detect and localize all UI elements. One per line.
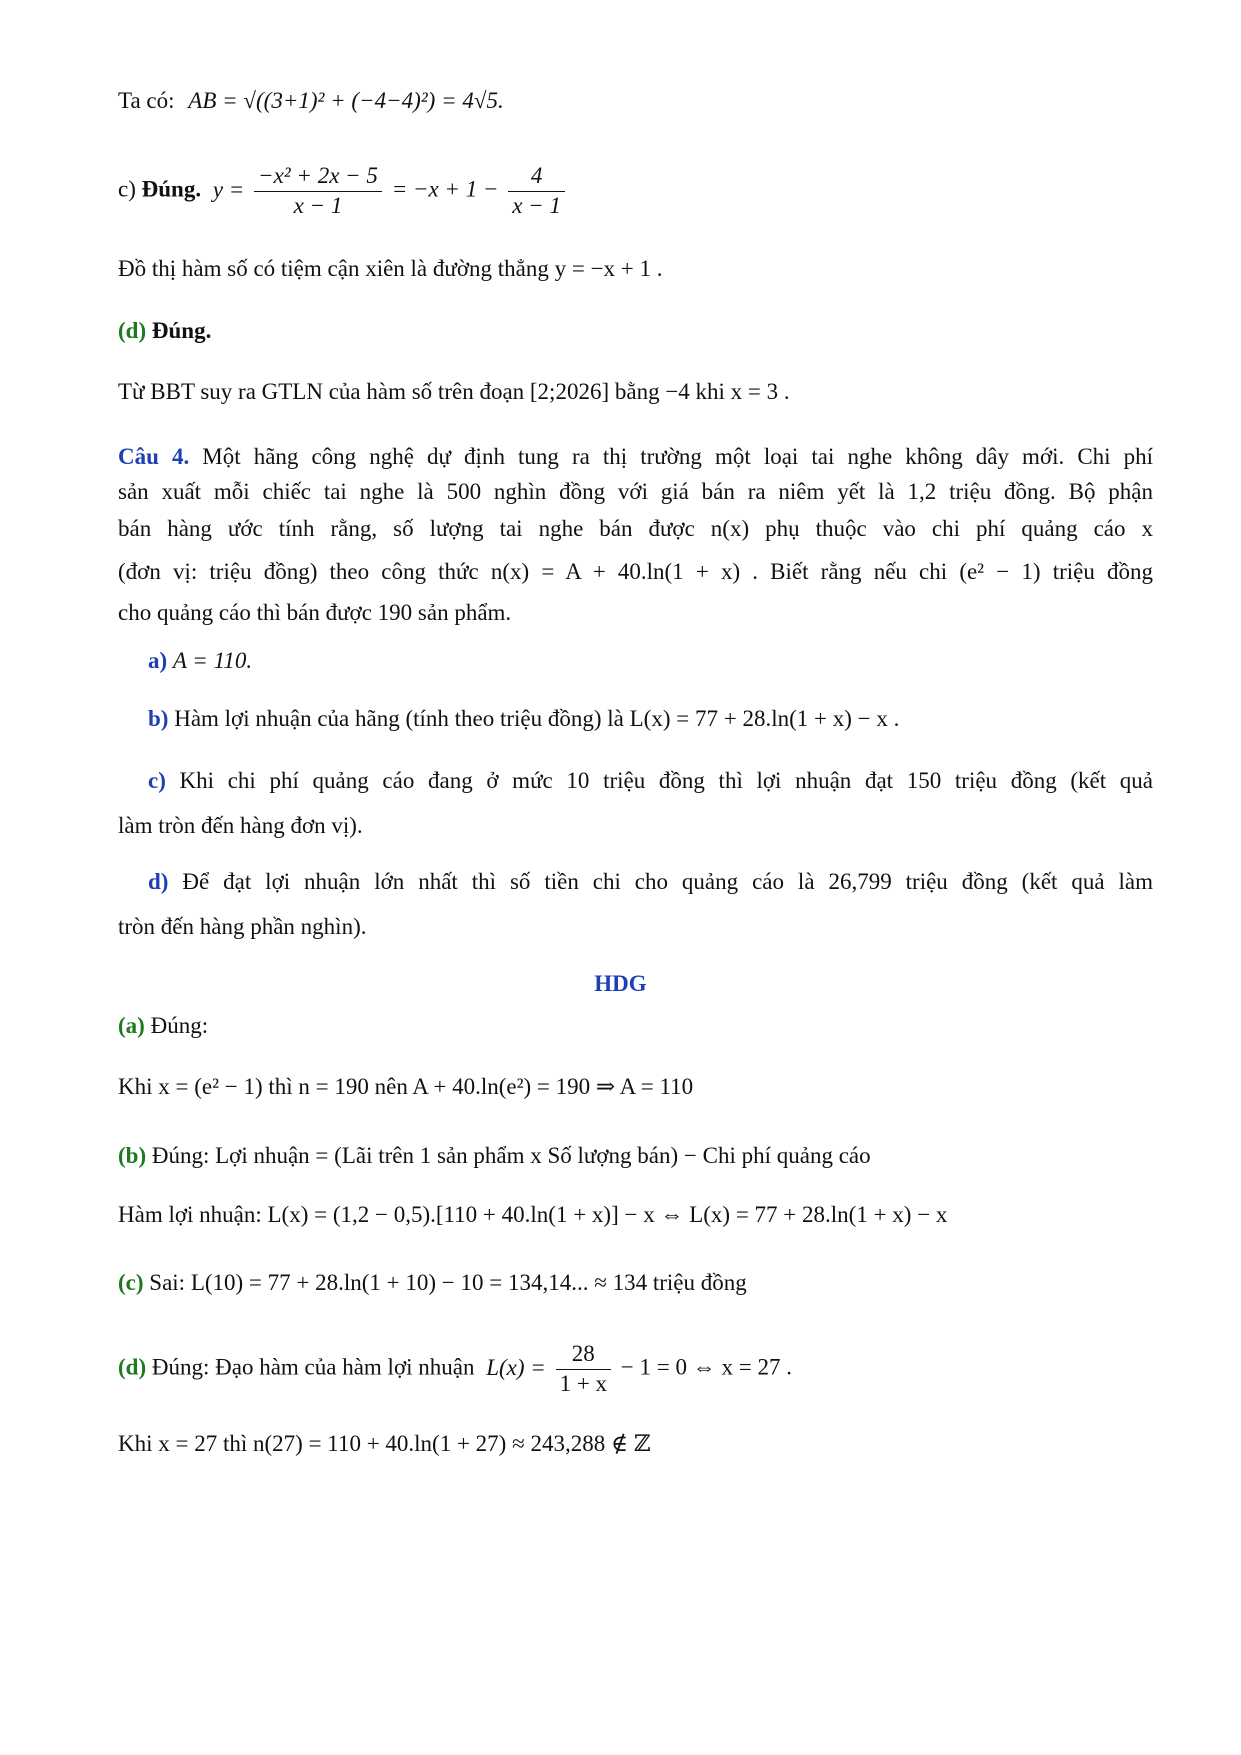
option-c-line-2: làm tròn đến hàng đơn vị). [118, 813, 363, 838]
solution-a-status: Đúng: [150, 1013, 209, 1038]
question-line-5: cho quảng cáo thì bán được 190 sản phẩm. [118, 600, 512, 625]
option-b [148, 706, 1153, 732]
option-d-label: d) [148, 869, 169, 894]
derivative-lhs: L(x) = [486, 1354, 546, 1380]
solution-a-line: Khi x = (e² − 1) thì n = 190 nên A + 40.ln(e²) = 190 ⇒ A = 110 [118, 1074, 694, 1099]
solution-last-line: Khi x = 27 thì n(27) = 110 + 40.ln(1 + 27) ≈ 243,288 ∉ ℤ [118, 1431, 651, 1456]
option-a-label: a) [148, 648, 168, 673]
solution-c-label: (c) [118, 1270, 144, 1295]
option-d-text-1: Để đạt lợi nhuận lớn nhất thì số tiền chi cho quảng cáo là 26,799 triệu đồng (kết quả làm [182, 869, 1153, 894]
y-lhs: y = [212, 176, 245, 202]
solution-d-line [118, 1340, 1153, 1399]
solution-b-line: Hàm lợi nhuận: L(x) = (1,2 − 0,5).[110 + 40.ln(1 + x)] − x ⇔ L(x) = 77 + 28.ln(1 + x) − x [118, 1202, 948, 1227]
y-fraction-2 [508, 162, 565, 221]
question-line-1 [118, 444, 1153, 470]
max-value-line: Từ BBT suy ra GTLN của hàm số trên đoạn [2;2026] bằng −4 khi x = 3 . [118, 379, 790, 404]
option-a-text: A = 110. [172, 648, 253, 673]
option-b-label: b) [148, 706, 169, 731]
hdg-title: HDG [594, 971, 647, 996]
y-fraction-1 [254, 162, 382, 221]
y-frac2-num: 4 [508, 162, 565, 192]
solution-d-status: Đúng: Đạo hàm của hàm lợi nhuận [151, 1354, 475, 1380]
question-line-2: sản xuất mỗi chiếc tai nghe là 500 nghìn đồng với giá bán ra niêm yết là 1,2 triệu đồng. Bộ phận [118, 479, 1153, 504]
derivative-num: 28 [556, 1340, 611, 1370]
part-d-status: Đúng. [151, 318, 212, 343]
solution-b-heading [118, 1143, 1153, 1169]
solution-a-label: (a) [118, 1013, 145, 1038]
solution-b-status: Đúng: Lợi nhuận = (Lãi trên 1 sản phẩm x Số lượng bán) − Chi phí quảng cáo [151, 1143, 871, 1168]
y-mid: = −x + 1 − [391, 176, 499, 202]
solution-a-heading [118, 1013, 1153, 1039]
ab-formula: AB = √((3+1)² + (−4−4)²) = 4√5. [188, 88, 504, 113]
solution-c-status: Sai: [149, 1270, 186, 1295]
question-line-4: (đơn vị: triệu đồng) theo công thức n(x) = A + 40.ln(1 + x) . Biết rằng nếu chi (e² − 1) triệu đồng [118, 559, 1153, 584]
y-frac1-num: −x² + 2x − 5 [254, 162, 382, 192]
option-c-label: c) [148, 768, 166, 793]
part-d-label: (d) [118, 318, 147, 343]
question-text-1: Một hãng công nghệ dự định tung ra thị trường một loại tai nghe không dây mới. Chi phí [202, 444, 1154, 469]
y-frac1-den: x − 1 [293, 192, 343, 218]
part-d-previous [118, 318, 1153, 344]
option-c-text-1: Khi chi phí quảng cáo đang ở mức 10 triệu đồng thì lợi nhuận đạt 150 triệu đồng (kết quả [179, 768, 1154, 793]
ab-distance-line [118, 88, 1153, 114]
derivative-den: 1 + x [559, 1370, 608, 1396]
derivative-rhs: − 1 = 0 ⇔ x = 27 . [620, 1354, 792, 1380]
solution-b-label: (b) [118, 1143, 147, 1168]
intro-prefix: Ta có: [118, 88, 175, 113]
solution-c-line [118, 1270, 1153, 1296]
derivative-fraction [556, 1340, 611, 1399]
question-label: Câu 4. [118, 444, 190, 469]
question-line-3: bán hàng ước tính rằng, số lượng tai nghe bán được n(x) phụ thuộc vào chi phí quảng cáo x [118, 516, 1153, 541]
part-c-label: c) [118, 176, 136, 202]
option-c-line-1 [148, 768, 1153, 794]
option-d-line-1 [148, 869, 1153, 895]
solution-c-formula: L(10) = 77 + 28.ln(1 + 10) − 10 = 134,14... ≈ 134 triệu đồng [190, 1270, 747, 1295]
asymptote-line: Đồ thị hàm số có tiệm cận xiên là đường thẳng y = −x + 1 . [118, 256, 663, 281]
part-c-status: Đúng. [141, 176, 202, 202]
y-frac2-den: x − 1 [512, 192, 561, 218]
option-b-text: Hàm lợi nhuận của hãng (tính theo triệu đồng) là L(x) = 77 + 28.ln(1 + x) − x . [174, 706, 900, 731]
solution-d-label: (d) [118, 1354, 147, 1380]
option-a [148, 648, 1153, 674]
option-d-line-2: tròn đến hàng phần nghìn). [118, 914, 367, 939]
part-c-previous [118, 162, 1153, 221]
